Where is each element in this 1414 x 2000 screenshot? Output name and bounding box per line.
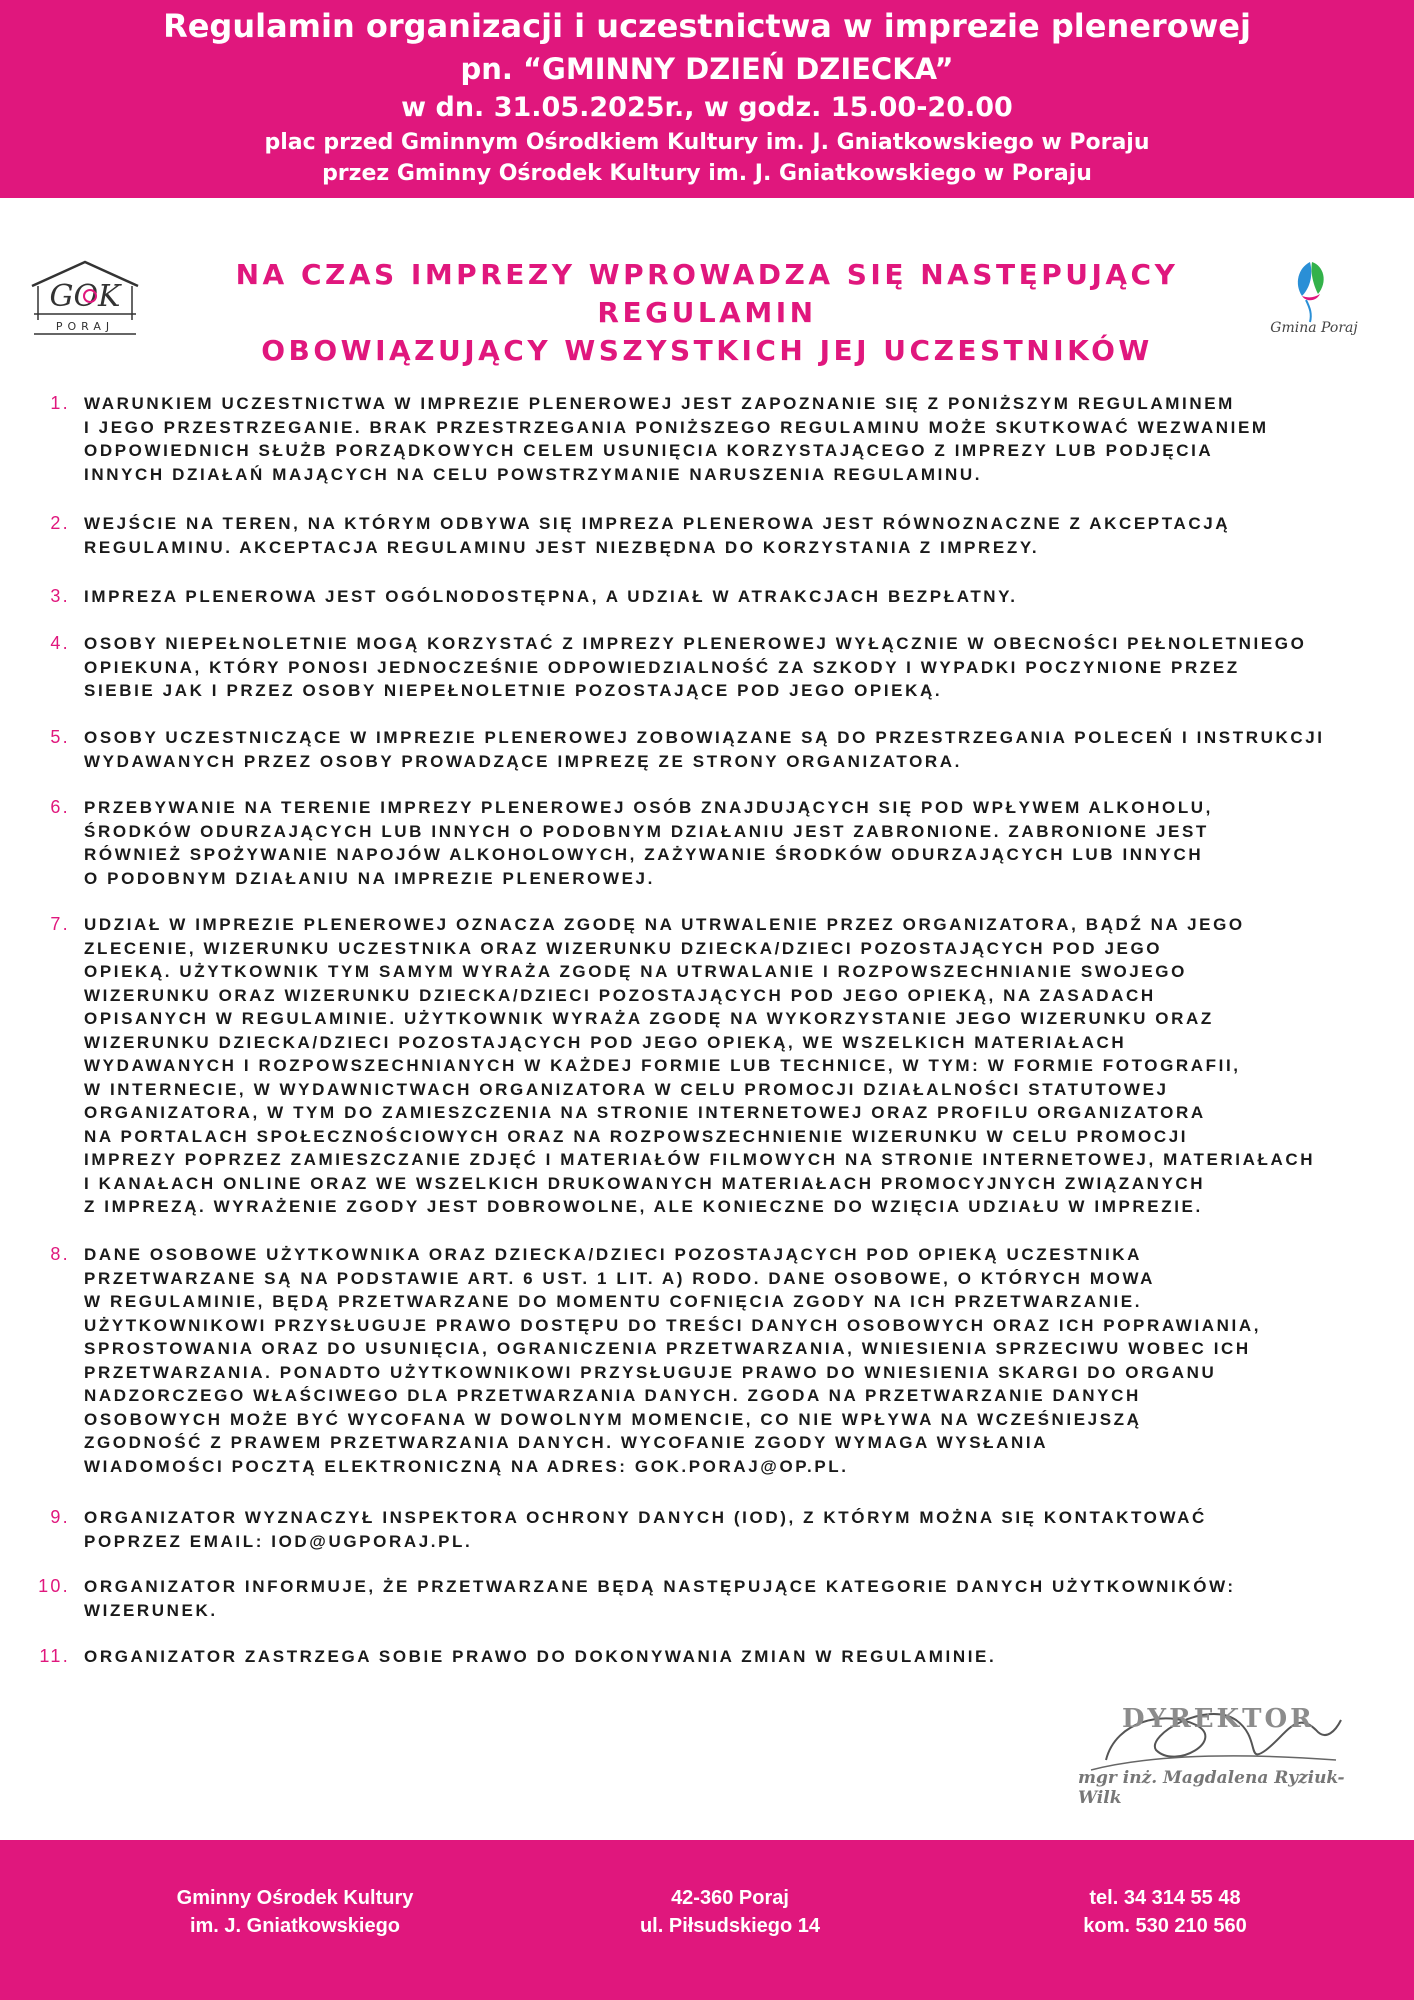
header-banner [0,0,1414,198]
event-organizer: przez Gminny Ośrodek Kultury im. J. Gniatkowskiego w Poraju [322,161,1092,186]
footer-mobile: kom. 530 210 560 [1083,1915,1247,1937]
footer-street: ul. Piłsudskiego 14 [639,1915,821,1937]
footer-institution-line-1: Gminny Ośrodek Kultury [176,1887,414,1909]
event-name: pn. “GMINNY DZIEŃ DZIECKA” [460,52,954,86]
footer-phone: tel. 34 314 55 48 [1089,1887,1241,1909]
rule-number: 6. [50,797,70,817]
rule-number: 8. [50,1244,70,1264]
rule-text: OSOBY UCZESTNICZĄCE W IMPREZIE PLENEROWEJ ZOBOWIĄZANE SĄ DO PRZESTRZEGANIA POLECEŃ I INSTRUKCJI WYDAWANYCH PRZEZ OSOBY PROWADZĄCE IMPREZĘ ZE STRONY ORGANIZATORA. [84,728,1325,771]
rule-text: IMPREZA PLENEROWA JEST OGÓLNODOSTĘPNA, A UDZIAŁ W ATRAKCJACH BEZPŁATNY. [84,587,1018,606]
announcement-line-1: NA CZAS IMPREZY WPROWADZA SIĘ NASTĘPUJĄCY REGULAMIN [235,258,1179,329]
gmina-poraj-logo [1258,254,1370,338]
announcement-heading [150,256,1264,370]
signature-name: mgr inż. Magdalena Ryziuk-Wilk [1078,1768,1345,1808]
footer-institution [110,1884,480,1940]
rule-number: 4. [50,633,70,653]
director-signature [1072,1690,1372,1808]
rule-number: 9. [50,1507,70,1527]
gok-logo-subtext: PORAJ [55,320,115,333]
rule-text: OSOBY NIEPEŁNOLETNIE MOGĄ KORZYSTAĆ Z IMPREZY PLENEROWEJ WYŁĄCZNIE W OBECNOŚCI PEŁNOLETNIEGO OPIEKUNA, KTÓRY PONOSI JEDNOCZEŚNIE ODPOWIEDZIALNOŚĆ ZA SZKODY I WYPADKI POCZYNIONE PRZEZ SIEBIE JAK I PRZEZ OSOBY NIEPEŁNOLETNIE POZOSTAJĄCE POD JEGO OPIEKĄ. [84,634,1307,700]
rule-number: 10. [38,1576,70,1596]
rule-text: ORGANIZATOR ZASTRZEGA SOBIE PRAWO DO DOKONYWANIA ZMIAN W REGULAMINIE. [84,1647,997,1666]
document-title: Regulamin organizacji i uczestnictwa w imprezie plenerowej [163,7,1251,45]
footer-postal-code: 42-360 Poraj [671,1887,789,1909]
rule-number: 5. [50,727,70,747]
rule-text: PRZEBYWANIE NA TERENIE IMPREZY PLENEROWEJ OSÓB ZNAJDUJĄCYCH SIĘ POD WPŁYWEM ALKOHOLU, ŚRODKÓW ODURZAJĄCYCH LUB INNYCH O PODOBNYM DZIAŁANIU JEST ZABRONIONE. ZABRONIONE JEST RÓWNIEŻ SPOŻYWANIE NAPOJÓW ALKOHOLOWYCH, ZAŻYWANIE ŚRODKÓW ODURZAJĄCYCH LUB INNYCH O PODOBNYM DZIAŁANIU NA IMPREZIE PLENEROWEJ. [84,798,1213,888]
gok-logo [28,256,142,336]
rule-number: 7. [50,914,70,934]
footer-address [560,1884,900,1940]
rule-text: ORGANIZATOR WYZNACZYŁ INSPEKTORA OCHRONY DANYCH (IOD), Z KTÓRYM MOŻNA SIĘ KONTAKTOWAĆ POPRZEZ EMAIL: IOD@UGPORAJ.PL. [84,1508,1207,1551]
footer-contact [1000,1884,1330,1940]
gok-logo-text: GOK [49,279,121,314]
rule-number: 2. [50,513,70,533]
rule-number: 11. [39,1646,70,1666]
rule-text: WARUNKIEM UCZESTNICTWA W IMPREZIE PLENEROWEJ JEST ZAPOZNANIE SIĘ Z PONIŻSZYM REGULAMINEM I JEGO PRZESTRZEGANIE. BRAK PRZESTRZEGANIA PONIŻSZEGO REGULAMINU MOŻE SKUTKOWAĆ WEZWANIEM ODPOWIEDNICH SŁUŻB PORZĄDKOWYCH CELEM USUNIĘCIA KORZYSTAJĄCEGO Z IMPREZY LUB PODJĘCIA INNYCH DZIAŁAŃ MAJĄCYCH NA CELU POWSTRZYMANIE NARUSZENIA REGULAMINU. [84,394,1269,484]
signature-title: DYREKTOR [1122,1704,1315,1734]
rule-text: WEJŚCIE NA TEREN, NA KTÓRYM ODBYWA SIĘ IMPREZA PLENEROWA JEST RÓWNOZNACZNE Z AKCEPTACJĄ REGULAMINU. AKCEPTACJA REGULAMINU JEST NIEZBĘDNA DO KORZYSTANIA Z IMPREZY. [84,514,1231,557]
rule-number: 1. [50,393,70,413]
event-place: plac przed Gminnym Ośrodkiem Kultury im. J. Gniatkowskiego w Poraju [264,130,1150,155]
rule-text: ORGANIZATOR INFORMUJE, ŻE PRZETWARZANE BĘDĄ NASTĘPUJĄCE KATEGORIE DANYCH UŻYTKOWNIKÓW: WIZERUNEK. [84,1577,1236,1620]
event-date: w dn. 31.05.2025r., w godz. 15.00-20.00 [401,92,1013,123]
rule-text: UDZIAŁ W IMPREZIE PLENEROWEJ OZNACZA ZGODĘ NA UTRWALENIE PRZEZ ORGANIZATORA, BĄDŹ NA JEGO ZLECENIE, WIZERUNKU UCZESTNIKA ORAZ WIZERUNKU DZIECKA/DZIECI POZOSTAJĄCYCH POD JEGO OPIEKĄ. UŻYTKOWNIK TYM SAMYM WYRAŻA ZGODĘ NA UTRWALANIE I ROZPOWSZECHNIANIE SWOJEGO WIZERUNKU ORAZ WIZERUNKU DZIECKA/DZIECI POZOSTAJĄCYCH POD JEGO OPIEKĄ, NA ZASADACH OPISANYCH W REGULAMINIE. UŻYTKOWNIK WYRAŻA ZGODĘ NA WYKORZYSTANIE JEGO WIZERUNKU ORAZ WIZERUNKU DZIECKA/DZIECI POZOSTAJĄCYCH POD JEGO OPIEKĄ, WE WSZELKICH MATERIAŁACH WYDAWANYCH I ROZPOWSZECHNIANYCH W KAŻDEJ FORMIE LUB TECHNICE, W TYM: W FORMIE FOTOGRAFII, W INTERNECIE, W WYDAWNICTWACH ORGANIZATORA W CELU PROMOCJI DZIAŁALNOŚCI STATUTOWEJ ORGANIZATORA, W TYM DO ZAMIESZCZENIA NA STRONIE INTERNETOWEJ ORAZ PROFILU ORGANIZATORA NA PORTALACH SPOŁECZNOŚCIOWYCH ORAZ NA ROZPOWSZECHNIENIE WIZERUNKU W CELU PROMOCJI IMPREZY POPRZEZ ZAMIESZCZANIE ZDJĘĆ I MATERIAŁÓW FILMOWYCH NA STRONIE INTERNETOWEJ, MATERIAŁACH I KANAŁACH ONLINE ORAZ WE WSZELKICH DRUKOWANYCH MATERIAŁACH PROMOCYJNYCH ZWIĄZANYCH Z IMPREZĄ. WYRAŻENIE ZGODY JEST DOBROWOLNE, ALE KONIECZNE DO WZIĘCIA UDZIAŁU W IMPREZIE. [84,915,1316,1216]
footer-banner [0,1840,1414,2000]
rule-text: DANE OSOBOWE UŻYTKOWNIKA ORAZ DZIECKA/DZIECI POZOSTAJĄCYCH POD OPIEKĄ UCZESTNIKA PRZETWARZANE SĄ NA PODSTAWIE ART. 6 UST. 1 LIT. A) RODO. DANE OSOBOWE, O KTÓRYCH MOWA W REGULAMINIE, BĘDĄ PRZETWARZANE DO MOMENTU COFNIĘCIA ZGODY NA ICH PRZETWARZANIE. UŻYTKOWNIKOWI PRZYSŁUGUJE PRAWO DOSTĘPU DO TREŚCI DANYCH OSOBOWYCH ORAZ ICH POPRAWIANIA, SPROSTOWANIA ORAZ DO USUNIĘCIA, OGRANICZENIA PRZETWARZANIA, WNIESIENIA SPRZECIWU WOBEC ICH PRZETWARZANIA. PONADTO UŻYTKOWNIKOWI PRZYSŁUGUJE PRAWO DO WNIESIENIA SKARGI DO ORGANU NADZORCZEGO WŁAŚCIWEGO DLA PRZETWARZANIA DANYCH. ZGODA NA PRZETWARZANIE DANYCH OSOBOWYCH MOŻE BYĆ WYCOFANA W DOWOLNYM MOMENCIE, CO NIE WPŁYWA NA WCZEŚNIEJSZĄ ZGODNOŚĆ Z PRAWEM PRZETWARZANIA DANYCH. WYCOFANIE ZGODY WYMAGA WYSŁANIA WIADOMOŚCI POCZTĄ ELEKTRONICZNĄ NA ADRES: GOK.PORAJ@OP.PL. [84,1245,1262,1476]
gmina-logo-text: Gmina Poraj [1270,320,1358,336]
rule-number: 3. [50,586,70,606]
footer-institution-line-2: im. J. Gniatkowskiego [189,1915,401,1937]
announcement-line-2: OBOWIĄZUJĄCY WSZYSTKICH JEJ UCZESTNIKÓW [261,334,1153,367]
